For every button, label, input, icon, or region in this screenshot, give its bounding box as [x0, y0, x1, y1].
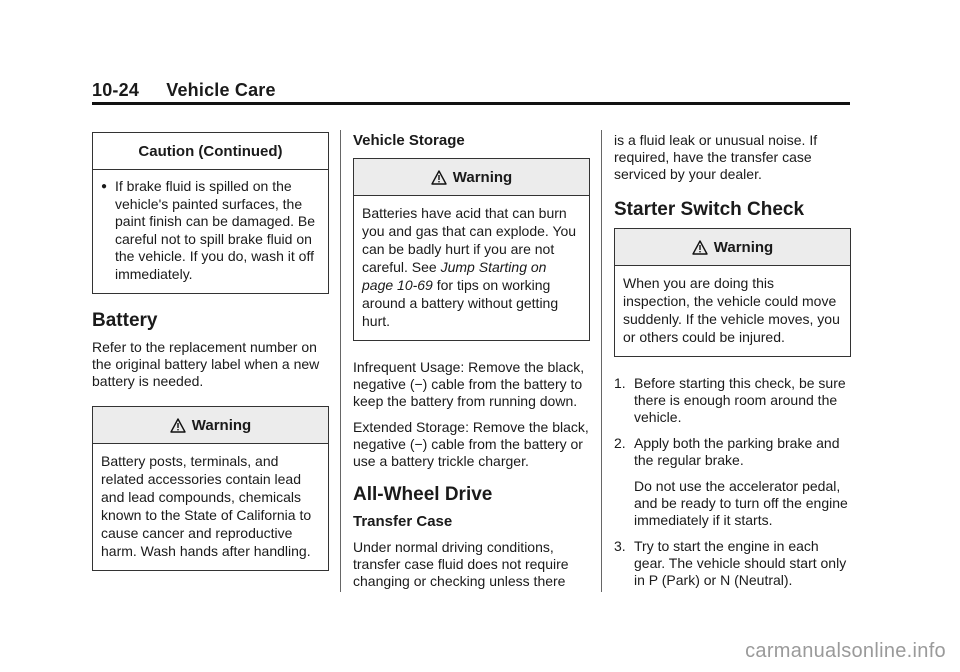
warning-header — [615, 229, 850, 266]
column-divider — [340, 130, 341, 592]
storage-warning-box — [353, 158, 590, 341]
step-2-subtext: Do not use the accelerator pedal, and be ready to turn off the engine immediately if it starts. — [634, 478, 848, 528]
warning-header — [93, 407, 328, 444]
jump-starting-link[interactable]: Jump Starting on page 10-69 — [362, 259, 547, 293]
warning-header — [354, 159, 589, 196]
caution-bullet-item — [101, 178, 320, 283]
column-1 — [92, 132, 329, 571]
all-wheel-drive-heading: All-Wheel Drive — [353, 484, 493, 505]
battery-text: Refer to the replacement number on the original battery label when a new battery is needed. — [92, 339, 320, 389]
page-header — [92, 80, 276, 101]
starter-check-steps — [614, 375, 851, 589]
bullet-icon: ● — [101, 181, 108, 192]
warning-title: Warning — [452, 169, 513, 186]
caution-title: Caution (Continued) — [93, 133, 328, 170]
column-3 — [614, 132, 851, 598]
step-item — [614, 538, 851, 589]
battery-heading: Battery — [92, 310, 158, 331]
step-text: Apply both the parking brake and the regular brake. — [634, 435, 840, 468]
warning-triangle-icon — [431, 170, 447, 185]
warning-text-part1: Batteries have acid that can burn you and gas that can explode. You can be badly hurt if you are not careful. See — [362, 205, 577, 275]
step-item — [614, 375, 851, 426]
step-number: 1. — [614, 375, 626, 391]
infrequent-usage-text: Infrequent Usage: Remove the black, negative (−) cable from the battery to keep the battery from running down. — [353, 359, 585, 409]
warning-body: When you are doing this inspection, the vehicle could move suddenly. If the vehicle moves, you or others could be injured. — [623, 275, 840, 345]
warning-triangle-icon — [692, 240, 708, 255]
header-rule — [92, 102, 850, 105]
page-number: 10-24 — [92, 80, 140, 100]
section-title: Vehicle Care — [166, 80, 276, 100]
step-number: 2. — [614, 435, 626, 451]
warning-title: Warning — [191, 417, 252, 434]
watermark: carmanualsonline.info — [745, 640, 946, 662]
vehicle-storage-heading: Vehicle Storage — [353, 132, 465, 149]
warning-triangle-icon — [170, 418, 186, 433]
step-text: Try to start the engine in each gear. The vehicle should start only in P (Park) or N (Neutral). — [634, 538, 847, 588]
caution-box — [92, 132, 329, 294]
transfer-case-text: Under normal driving conditions, transfer case fluid does not require changing or checking unless there — [353, 539, 569, 589]
column-divider — [601, 130, 602, 592]
starter-switch-check-heading: Starter Switch Check — [614, 199, 805, 220]
warning-body: Battery posts, terminals, and related accessories contain lead and lead compounds, chemicals known to the State of California to cause cancer and reproductive harm. Wash hands after handling. — [101, 453, 312, 559]
column-2 — [353, 132, 590, 599]
caution-bullet-text: If brake fluid is spilled on the vehicle's painted surfaces, the paint finish can be damaged. Be careful not to spill brake fluid on the vehicle. If you do, wash it off immediately. — [115, 178, 316, 282]
step-text: Before starting this check, be sure there is enough room around the vehicle. — [634, 375, 846, 425]
step-item — [614, 435, 851, 469]
warning-body — [354, 196, 589, 340]
step-number: 3. — [614, 538, 626, 554]
transfer-case-continued-text: is a fluid leak or unusual noise. If required, have the transfer case serviced by your dealer. — [614, 132, 818, 182]
extended-storage-text: Extended Storage: Remove the black, negative (−) cable from the battery or use a battery trickle charger. — [353, 419, 589, 469]
warning-text-part2: for tips on working around a battery without getting hurt. — [362, 277, 559, 329]
transfer-case-heading: Transfer Case — [353, 513, 453, 530]
battery-warning-box — [92, 406, 329, 571]
starter-warning-box — [614, 228, 851, 357]
warning-title: Warning — [713, 239, 774, 256]
caution-body — [93, 170, 328, 293]
